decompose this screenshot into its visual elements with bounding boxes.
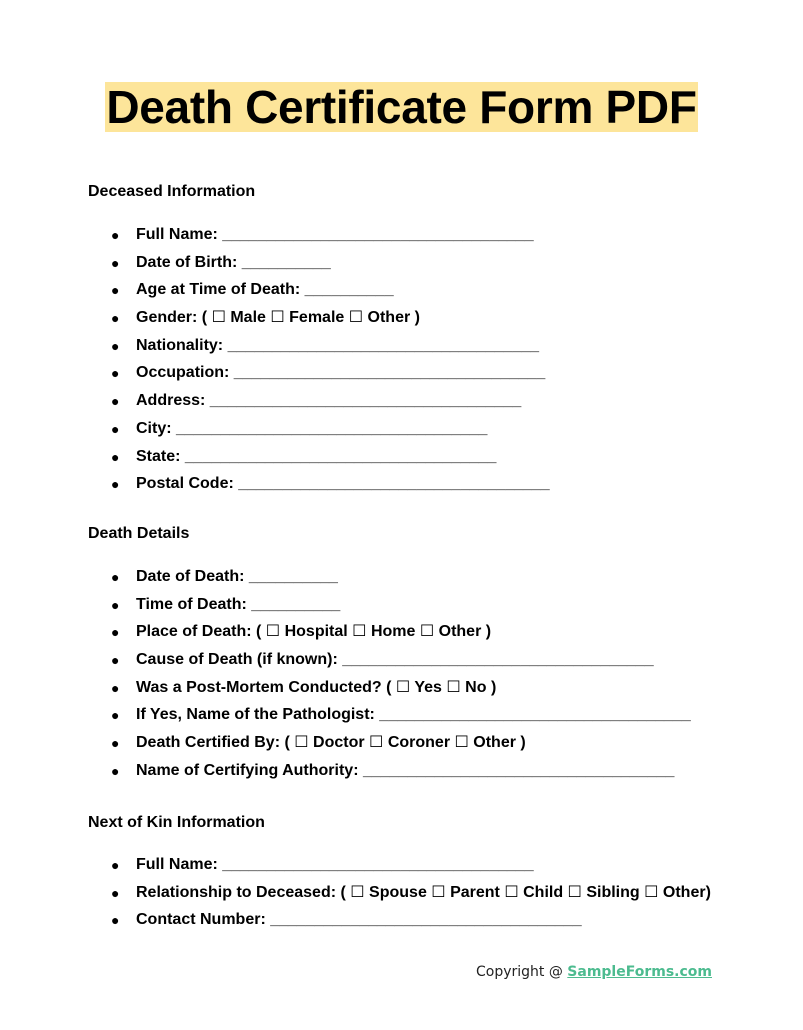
form-field-city[interactable] [88, 419, 768, 447]
bullet-icon: ● [111, 569, 120, 585]
form-field-post-mortem[interactable] [88, 678, 768, 706]
form-field-death-certified-by[interactable] [88, 733, 768, 761]
bullet-icon: ● [111, 679, 120, 696]
brand-link[interactable]: SampleForms.com [567, 964, 712, 980]
form-field-time-of-death[interactable] [88, 595, 768, 623]
form-field-date-of-birth[interactable] [88, 253, 768, 281]
section-next-of-kin [88, 813, 768, 938]
field-list [88, 567, 768, 789]
bullet-icon: ● [111, 365, 120, 382]
bullet-icon: ● [111, 337, 120, 354]
field-label: City: ___________________________________ [136, 419, 488, 437]
form-field-gender[interactable] [88, 308, 768, 336]
bullet-icon: ● [111, 596, 120, 613]
form-field-pathologist-name[interactable] [88, 705, 768, 733]
bullet-icon: ● [111, 707, 120, 724]
field-label: Cause of Death (if known): ___________________________________ [136, 651, 654, 669]
document-title: Death Certificate Form PDF [106, 81, 697, 133]
bullet-icon: ● [111, 393, 120, 410]
form-field-cause-of-death[interactable] [88, 650, 768, 678]
bullet-icon: ● [111, 857, 120, 873]
field-label: State: ___________________________________ [136, 447, 497, 465]
field-label: Death Certified By: ( ☐ Doctor ☐ Coroner ☐ Other ) [136, 734, 526, 752]
bullet-icon: ● [111, 310, 120, 327]
field-label: Date of Death: __________ [136, 568, 338, 585]
form-field-certifying-authority[interactable] [88, 761, 768, 789]
field-list [88, 855, 768, 938]
field-label: Address: ___________________________________ [136, 392, 522, 410]
form-field-nationality[interactable] [88, 336, 768, 364]
field-list [88, 225, 768, 502]
field-label: Place of Death: ( ☐ Hospital ☐ Home ☐ Other ) [136, 623, 492, 641]
section-heading: Next of Kin Information [88, 814, 265, 831]
form-field-full-name[interactable] [88, 225, 768, 253]
bullet-icon: ● [111, 282, 120, 299]
field-label: Nationality: ___________________________________ [136, 336, 540, 354]
bullet-icon: ● [111, 227, 120, 243]
field-label: Name of Certifying Authority: ___________________________________ [136, 761, 675, 779]
section-deceased-information [88, 182, 768, 502]
bullet-icon: ● [111, 254, 120, 271]
field-label: Age at Time of Death: __________ [136, 281, 394, 299]
field-label: Gender: ( ☐ Male ☐ Female ☐ Other ) [136, 309, 420, 327]
bullet-icon: ● [111, 420, 120, 437]
field-label: Time of Death: __________ [136, 595, 341, 613]
copyright-prefix: Copyright @ [475, 964, 568, 980]
form-field-date-of-death[interactable] [88, 567, 768, 595]
bullet-icon: ● [111, 762, 120, 779]
field-label: Date of Birth: __________ [136, 253, 331, 271]
form-field-place-of-death[interactable] [88, 622, 768, 650]
field-label: Full Name: ___________________________________ [136, 856, 534, 873]
bullet-icon: ● [111, 652, 120, 669]
bullet-icon: ● [111, 912, 120, 929]
section-death-details [88, 524, 768, 789]
copyright-footer [476, 963, 712, 981]
form-field-age-at-death[interactable] [88, 280, 768, 308]
field-label: Occupation: ___________________________________ [136, 364, 546, 382]
section-heading: Death Details [88, 525, 190, 542]
field-label: Full Name: ___________________________________ [136, 226, 534, 243]
field-label: Relationship to Deceased: ( ☐ Spouse ☐ Parent ☐ Child ☐ Sibling ☐ Other) [136, 883, 711, 901]
bullet-icon: ● [111, 448, 120, 465]
field-label: Contact Number: ___________________________________ [136, 911, 582, 929]
form-field-state[interactable] [88, 447, 768, 475]
form-field-address[interactable] [88, 391, 768, 419]
field-label: If Yes, Name of the Pathologist: ___________________________________ [136, 706, 691, 724]
bullet-icon: ● [111, 476, 120, 493]
title-wrapper [0, 82, 803, 132]
bullet-icon: ● [111, 624, 120, 641]
field-label: Was a Post-Mortem Conducted? ( ☐ Yes ☐ No ) [136, 678, 497, 696]
form-field-contact-number[interactable] [88, 910, 768, 938]
bullet-icon: ● [111, 735, 120, 752]
section-heading: Deceased Information [88, 183, 256, 200]
form-field-kin-full-name[interactable] [88, 855, 768, 883]
form-field-postal-code[interactable] [88, 474, 768, 502]
form-field-occupation[interactable] [88, 363, 768, 391]
form-field-relationship[interactable] [88, 883, 768, 911]
field-label: Postal Code: ___________________________________ [136, 475, 550, 493]
bullet-icon: ● [111, 884, 120, 901]
